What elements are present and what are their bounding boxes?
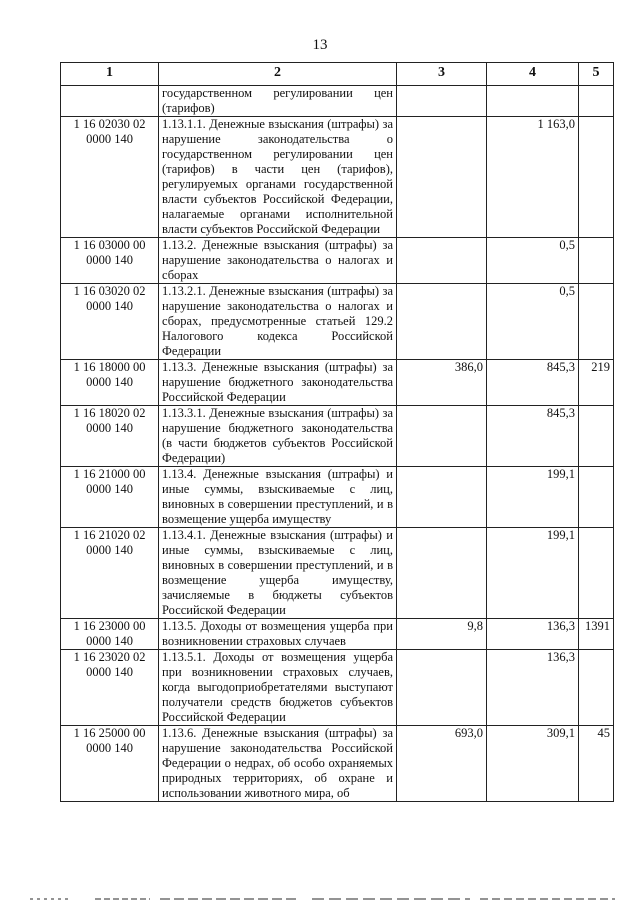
table-header-row — [61, 63, 614, 86]
row-code: 1 16 03020 02 0000 140 — [61, 284, 159, 360]
row-value-3 — [397, 528, 487, 619]
row-value-5 — [579, 284, 614, 360]
row-code: 1 16 18000 00 0000 140 — [61, 360, 159, 406]
row-code: 1 16 02030 02 0000 140 — [61, 117, 159, 238]
row-value-3 — [397, 284, 487, 360]
row-value-5: 45 — [579, 726, 614, 802]
row-code: 1 16 23020 02 0000 140 — [61, 650, 159, 726]
row-description: 1.13.3. Денежные взыскания (штрафы) за нарушение бюджетного законодательства Российской Федерации — [159, 360, 397, 406]
row-description: 1.13.1.1. Денежные взыскания (штрафы) за нарушение законодательства о государственном регулировании цен (тарифов) в части цен (тарифов), регулируемых органами государственной власти субъектов Российской Федерации, налагаемые органами исполнительной власти субъектов Российской Федерации — [159, 117, 397, 238]
column-header-description: 2 — [159, 63, 397, 86]
row-value-3 — [397, 86, 487, 117]
row-code: 1 16 18020 02 0000 140 — [61, 406, 159, 467]
row-value-5 — [579, 238, 614, 284]
row-code: 1 16 23000 00 0000 140 — [61, 619, 159, 650]
row-value-3 — [397, 117, 487, 238]
row-description: 1.13.2.1. Денежные взыскания (штрафы) за нарушение законодательства о налогах и сборах, предусмотренные статьей 129.2 Налогового кодекса Российской Федерации — [159, 284, 397, 360]
row-value-5 — [579, 467, 614, 528]
row-code: 1 16 03000 00 0000 140 — [61, 238, 159, 284]
table-row — [61, 467, 614, 528]
row-value-5 — [579, 117, 614, 238]
row-value-4: 0,5 — [487, 284, 579, 360]
row-description: 1.13.4.1. Денежные взыскания (штрафы) и иные суммы, взыскиваемые с лиц, виновных в совершении преступлений, и в возмещение ущерба имуществу, зачисляемые в бюджеты субъектов Российской Федерации — [159, 528, 397, 619]
budget-revenue-table — [60, 62, 614, 802]
row-value-3: 9,8 — [397, 619, 487, 650]
row-description: 1.13.2. Денежные взыскания (штрафы) за нарушение законодательства о налогах и сборах — [159, 238, 397, 284]
page-number: 13 — [312, 37, 328, 53]
scan-edge-marks — [0, 896, 640, 902]
row-value-5 — [579, 406, 614, 467]
table-row — [61, 528, 614, 619]
row-description: государственном регулировании цен (тарифов) — [159, 86, 397, 117]
row-value-3 — [397, 406, 487, 467]
row-value-4: 309,1 — [487, 726, 579, 802]
row-value-5: 219 — [579, 360, 614, 406]
row-description: 1.13.6. Денежные взыскания (штрафы) за нарушение законодательства Российской Федерации о недрах, об особо охраняемых природных территориях, об охране и использовании животного мира, об — [159, 726, 397, 802]
row-description: 1.13.4. Денежные взыскания (штрафы) и иные суммы, взыскиваемые с лиц, виновных в совершении преступлений, и в возмещение ущерба имуществу — [159, 467, 397, 528]
row-value-4: 199,1 — [487, 467, 579, 528]
row-value-3: 693,0 — [397, 726, 487, 802]
table-row — [61, 86, 614, 117]
row-value-3: 386,0 — [397, 360, 487, 406]
row-value-5 — [579, 650, 614, 726]
table-row — [61, 238, 614, 284]
table-row — [61, 619, 614, 650]
row-value-5 — [579, 528, 614, 619]
row-value-4: 845,3 — [487, 406, 579, 467]
row-value-4: 136,3 — [487, 619, 579, 650]
table-row — [61, 406, 614, 467]
row-value-5 — [579, 86, 614, 117]
row-value-4 — [487, 86, 579, 117]
row-value-3 — [397, 650, 487, 726]
row-value-5: 1391 — [579, 619, 614, 650]
row-value-3 — [397, 238, 487, 284]
row-value-3 — [397, 467, 487, 528]
table-row — [61, 360, 614, 406]
table-row — [61, 726, 614, 802]
row-description: 1.13.3.1. Денежные взыскания (штрафы) за нарушение бюджетного законодательства (в части бюджетов субъектов Российской Федерации) — [159, 406, 397, 467]
column-header-4: 4 — [487, 63, 579, 86]
column-header-3: 3 — [397, 63, 487, 86]
table-row — [61, 650, 614, 726]
table-row — [61, 284, 614, 360]
row-code: 1 16 21000 00 0000 140 — [61, 467, 159, 528]
row-description: 1.13.5. Доходы от возмещения ущерба при возникновении страховых случаев — [159, 619, 397, 650]
row-value-4: 0,5 — [487, 238, 579, 284]
row-code — [61, 86, 159, 117]
row-value-4: 136,3 — [487, 650, 579, 726]
row-code: 1 16 21020 02 0000 140 — [61, 528, 159, 619]
table-row — [61, 117, 614, 238]
row-value-4: 845,3 — [487, 360, 579, 406]
column-header-5: 5 — [579, 63, 614, 86]
column-header-code: 1 — [61, 63, 159, 86]
row-description: 1.13.5.1. Доходы от возмещения ущерба при возникновении страховых случаев, когда выгодоприобретателями выступают получатели средств бюджетов субъектов Российской Федерации — [159, 650, 397, 726]
row-value-4: 1 163,0 — [487, 117, 579, 238]
row-code: 1 16 25000 00 0000 140 — [61, 726, 159, 802]
row-value-4: 199,1 — [487, 528, 579, 619]
